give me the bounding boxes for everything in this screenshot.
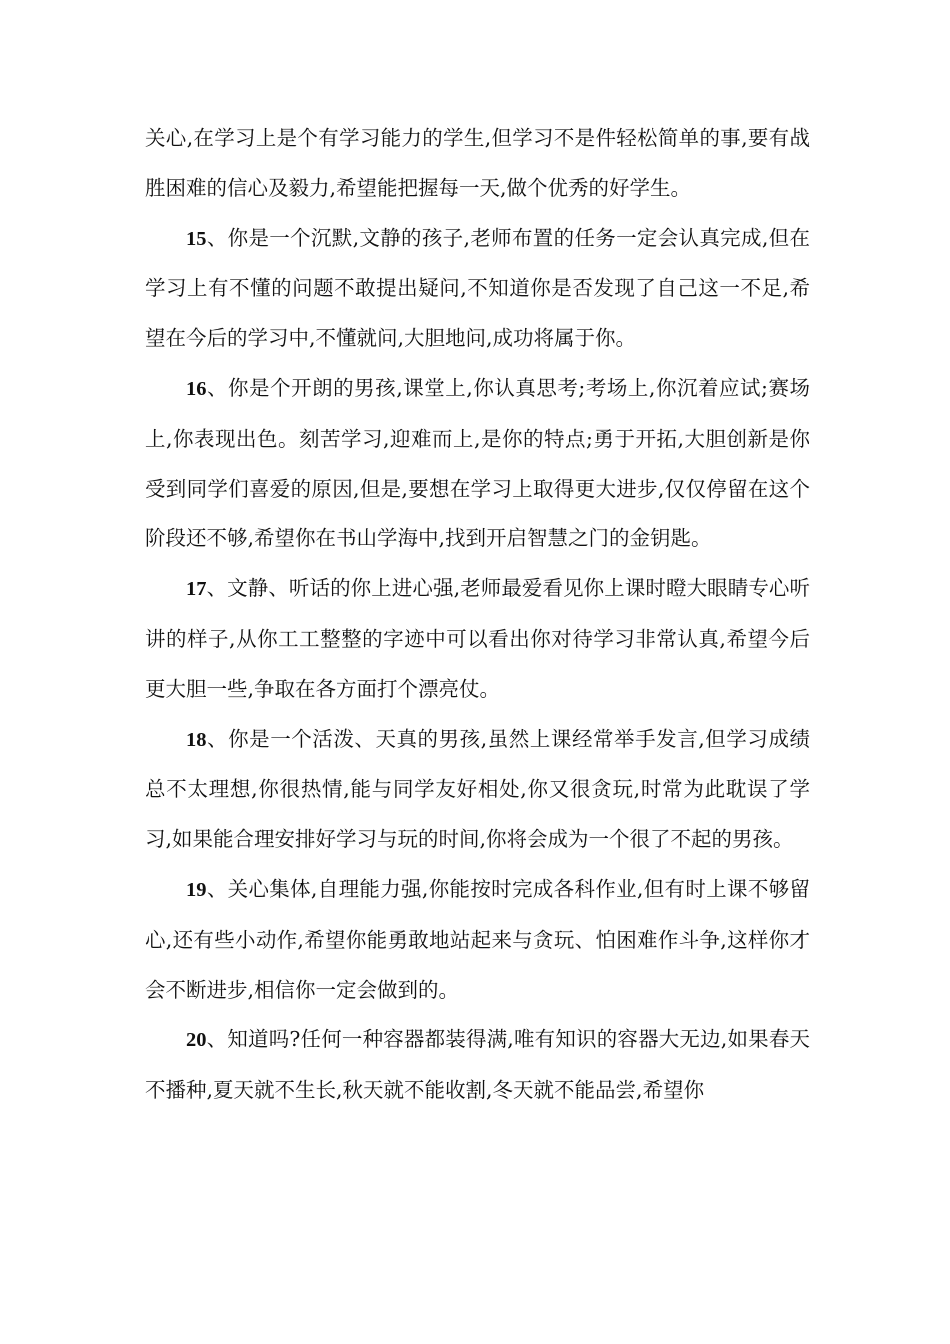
paragraph-19 [145, 865, 810, 1015]
paragraph-text: 关心,在学习上是个有学习能力的学生,但学习不是件轻松简单的事,要有战胜困难的信心及毅力,希望能把握每一天,做个优秀的好学生。 [145, 126, 810, 200]
paragraph-continued [145, 114, 810, 214]
paragraph-15 [145, 214, 810, 364]
paragraph-text: 、知道吗?任何一种容器都装得满,唯有知识的容器大无边,如果春天不播种,夏天就不生长,秋天就不能收割,冬天就不能品尝,希望你 [145, 1027, 810, 1103]
paragraph-16 [145, 364, 810, 564]
paragraph-text: 、你是一个活泼、天真的男孩,虽然上课经常举手发言,但学习成绩总不太理想,你很热情,能与同学友好相处,你又很贪玩,时常为此耽误了学习,如果能合理安排好学习与玩的时间,你将会成为一个很了不起的男孩。 [145, 726, 810, 852]
document-body [145, 114, 810, 1116]
paragraph-number: 15 [186, 227, 207, 250]
paragraph-18 [145, 715, 810, 865]
paragraph-number: 20 [186, 1029, 207, 1052]
paragraph-17 [145, 564, 810, 714]
paragraph-text: 、关心集体,自理能力强,你能按时完成各科作业,但有时上课不够留心,还有些小动作,希望你能勇敢地站起来与贪玩、怕困难作斗争,这样你才会不断进步,相信你一定会做到的。 [145, 876, 810, 1002]
paragraph-20 [145, 1015, 810, 1116]
paragraph-text: 、你是个开朗的男孩,课堂上,你认真思考;考场上,你沉着应试;赛场上,你表现出色。刻苦学习,迎难而上,是你的特点;勇于开拓,大胆创新是你受到同学们喜爱的原因,但是,要想在学习上取得更大进步,仅仅停留在这个阶段还不够,希望你在书山学海中,找到开启智慧之门的金钥匙。 [145, 375, 810, 551]
paragraph-number: 18 [186, 728, 207, 751]
paragraph-text: 、你是一个沉默,文静的孩子,老师布置的任务一定会认真完成,但在学习上有不懂的问题不敢提出疑问,不知道你是否发现了自己这一不足,希望在今后的学习中,不懂就问,大胆地问,成功将属于你。 [145, 225, 810, 351]
paragraph-number: 16 [186, 377, 207, 400]
paragraph-number: 19 [186, 878, 207, 901]
paragraph-number: 17 [186, 578, 207, 601]
paragraph-text: 、文静、听话的你上进心强,老师最爱看见你上课时瞪大眼睛专心听讲的样子,从你工工整整的字迹中可以看出你对待学习非常认真,希望今后更大胆一些,争取在各方面打个漂亮仗。 [145, 576, 810, 701]
